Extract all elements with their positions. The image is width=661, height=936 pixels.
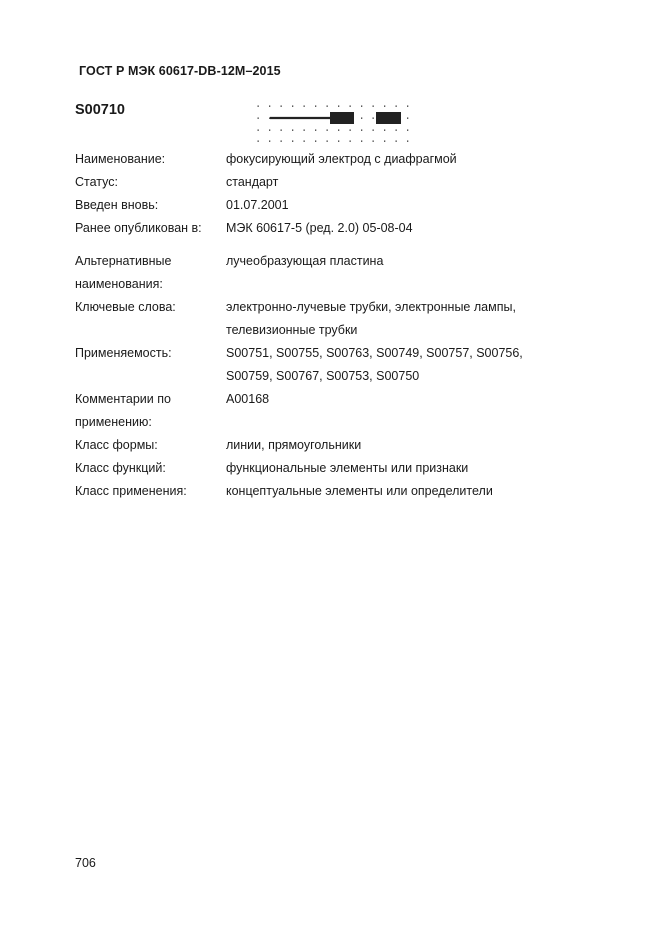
field-label: Введен вновь: [75,198,159,212]
field-value: 01.07.2001 [226,198,289,212]
field-label: Статус: [75,175,118,189]
symbol-code: S00710 [75,102,125,118]
field-shape-class [75,434,595,457]
field-value: МЭК 60617-5 (ред. 2.0) 05-08-04 [226,221,413,235]
field-function-class [75,457,595,480]
field-label: Применяемость: [75,346,172,360]
field-label: Класс функций: [75,461,166,475]
page-number: 706 [75,856,96,870]
field-value: линии, прямоугольники [226,438,362,452]
field-value: S00759, S00767, S00753, S00750 [226,369,420,383]
field-value: электронно-лучевые трубки, электронные лампы, [226,300,516,314]
field-label: Класс формы: [75,438,158,452]
field-value: фокусирующий электрод с диафрагмой [226,152,457,166]
field-value: функциональные элементы или признаки [226,461,469,475]
field-label: Наименование: [75,152,166,166]
field-applicability [75,342,595,388]
field-value: стандарт [226,175,279,189]
field-previously-published [75,217,595,240]
field-label: Ключевые слова: [75,300,176,314]
field-keywords [75,296,595,342]
field-value: S00751, S00755, S00763, S00749, S00757, S00756, [226,346,523,360]
field-label: наименования: [75,277,163,291]
document-header: ГОСТ Р МЭК 60617-DB-12M–2015 [79,64,281,78]
field-value: телевизионные трубки [226,323,358,337]
field-value: лучеобразующая пластина [226,254,384,268]
field-name [75,148,595,171]
field-label: применению: [75,415,152,429]
field-value: концептуальные элементы или определители [226,484,493,498]
field-introduced [75,194,595,217]
field-alternative-names [75,250,595,296]
field-label: Альтернативные [75,254,172,268]
field-application-class [75,480,595,503]
field-status [75,171,595,194]
field-application-comments [75,388,595,434]
field-label: Класс применения: [75,484,187,498]
field-label: Комментарии по [75,392,171,406]
field-value: A00168 [226,392,270,406]
section-gap [75,240,595,250]
focusing-electrode-symbol-icon [252,100,418,146]
symbol-attributes [75,148,595,503]
symbol-graphic [252,100,418,146]
field-label: Ранее опубликован в: [75,221,202,235]
